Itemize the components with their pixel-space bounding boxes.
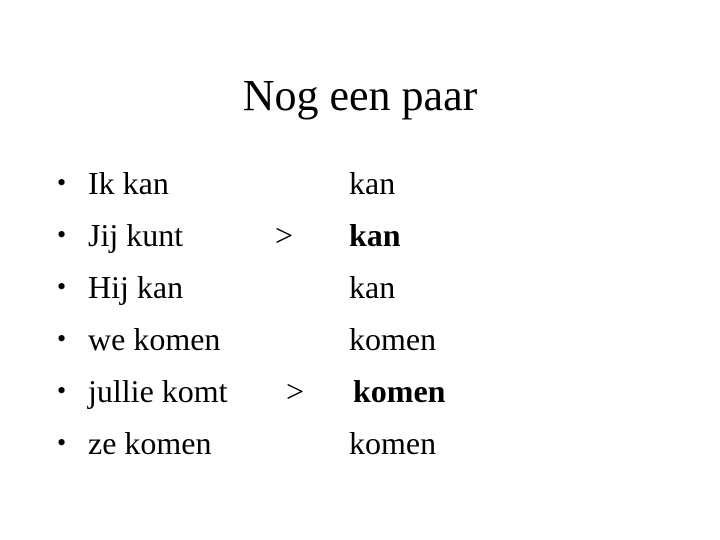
bullet: • <box>57 428 67 457</box>
verb-form-text: kan <box>349 269 396 305</box>
arrow-symbol: > <box>286 373 305 409</box>
bullet: • <box>57 220 67 249</box>
bullet: • <box>57 272 67 301</box>
subject-verb-text: jullie komt <box>88 373 228 409</box>
verb-form-text: komen <box>349 425 437 461</box>
bullet: • <box>57 168 67 197</box>
list-item <box>0 313 720 365</box>
list-item <box>0 157 720 209</box>
slide-title: Nog een paar <box>242 71 478 120</box>
bullet: • <box>57 324 67 353</box>
list-item <box>0 261 720 313</box>
bullet: • <box>57 376 67 405</box>
subject-verb-text: Ik kan <box>88 165 169 201</box>
verb-form-text: kan <box>349 217 401 253</box>
list-item <box>0 365 720 417</box>
list-item <box>0 417 720 469</box>
subject-verb-text: Hij kan <box>88 269 184 305</box>
verb-form-text: kan <box>349 165 396 201</box>
subject-verb-text: Jij kunt <box>88 217 184 253</box>
verb-form-text: komen <box>353 373 446 409</box>
subject-verb-text: we komen <box>88 321 221 357</box>
list-item <box>0 209 720 261</box>
arrow-symbol: > <box>275 217 294 253</box>
verb-form-text: komen <box>349 321 437 357</box>
subject-verb-text: ze komen <box>88 425 212 461</box>
